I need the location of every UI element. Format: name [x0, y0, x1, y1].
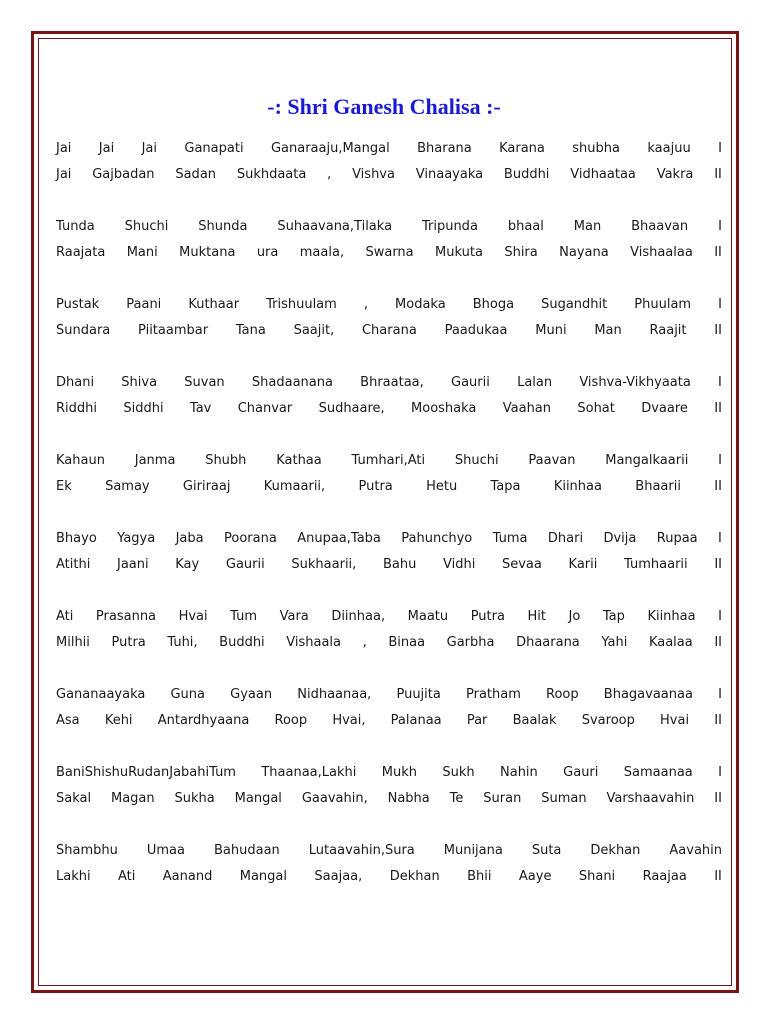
verse-word: Anupaa,Taba — [297, 531, 381, 546]
verse-word: Maatu — [407, 609, 449, 624]
verse-word: Kehi — [104, 713, 133, 728]
verse-word: kaajuu — [647, 141, 691, 156]
verse-word: Vishva-Vikhyaata — [579, 375, 691, 390]
verse-word: Tuma — [492, 531, 528, 546]
verse-word: Thaanaa,Lakhi — [261, 765, 357, 780]
verse-word: Bhayo — [56, 531, 97, 546]
verse-word: I — [718, 141, 722, 156]
verse-word: Jaba — [175, 531, 204, 546]
verse-word: Siddhi — [123, 401, 164, 416]
verse-word: Gaurii — [451, 375, 490, 390]
verse-word: II — [714, 635, 722, 650]
verse-word: Kathaa — [276, 453, 322, 468]
verse-word: I — [718, 687, 722, 702]
verse-word: Gaurii — [225, 557, 265, 572]
verse-word: Pustak — [56, 297, 100, 312]
verse-word: Prasanna — [95, 609, 157, 624]
verse-line — [56, 760, 722, 786]
verse-word: Suta — [531, 843, 562, 858]
verse-word: II — [714, 245, 722, 260]
verse-word: Gajbadan — [92, 167, 155, 182]
verse-word: Dekhan — [590, 843, 641, 858]
verse-word: Shuchi — [454, 453, 499, 468]
verse-word: Kay — [175, 557, 200, 572]
verse-word: Modaka — [395, 297, 446, 312]
verse-text — [56, 136, 722, 916]
verse-word: Antardhyaana — [157, 713, 250, 728]
verse-word: Bahudaan — [213, 843, 280, 858]
verse-word: Sukh — [442, 765, 475, 780]
verse-word: Sukhaarii, — [291, 557, 357, 572]
verse-word: ura — [256, 245, 279, 260]
verse-word: Jai — [56, 141, 72, 156]
verse-word: Dvija — [603, 531, 637, 546]
verse-word: Tap — [602, 609, 625, 624]
verse-word: BaniShishuRudanJabahiTum — [56, 765, 236, 780]
verse-word: Aaye — [518, 869, 552, 884]
verse-word: Sakal — [56, 791, 92, 806]
verse-word: Suman — [541, 791, 587, 806]
verse-word: Shira — [504, 245, 538, 260]
verse-word: Aanand — [162, 869, 213, 884]
verse-word: Bhagavaanaa — [603, 687, 693, 702]
verse-word: Nayana — [559, 245, 609, 260]
verse-line — [56, 864, 722, 890]
verse-line — [56, 162, 722, 188]
verse-word: Magan — [111, 791, 155, 806]
verse-word: Pahunchyo — [401, 531, 473, 546]
verse-word: I — [718, 219, 722, 234]
verse-word: Raajaa — [642, 869, 687, 884]
verse-word: Par — [466, 713, 488, 728]
verse-word: Man — [573, 219, 602, 234]
verse-word: Tapa — [490, 479, 521, 494]
verse-word: II — [714, 479, 722, 494]
verse-word: Bhaavan — [631, 219, 689, 234]
verse-word: Jai — [56, 167, 72, 182]
verse-word: Ek — [56, 479, 72, 494]
verse-word: Mukh — [381, 765, 417, 780]
verse-word: Garbha — [446, 635, 495, 650]
verse-word: Kumaarii, — [263, 479, 326, 494]
verse-line — [56, 370, 722, 396]
verse-word: Shuchi — [124, 219, 169, 234]
verse-word: Hit — [527, 609, 546, 624]
verse-word: II — [714, 167, 722, 182]
verse-word: Chanvar — [237, 401, 293, 416]
verse-word: Piitaambar — [138, 323, 209, 338]
verse-word: Putra — [111, 635, 146, 650]
stanza — [56, 370, 722, 448]
verse-word: Jo — [568, 609, 581, 624]
verse-word: bhaal — [507, 219, 544, 234]
verse-word: Saajaa, — [314, 869, 363, 884]
verse-word: Sadan — [175, 167, 217, 182]
verse-line — [56, 552, 722, 578]
verse-word: I — [718, 765, 722, 780]
stanza — [56, 292, 722, 370]
verse-line — [56, 786, 722, 812]
verse-word: Hetu — [426, 479, 458, 494]
verse-word: Trishuulam — [266, 297, 337, 312]
verse-word: Ganaraaju,Mangal — [270, 141, 390, 156]
verse-word: I — [718, 375, 722, 390]
verse-word: Asa — [56, 713, 80, 728]
verse-word: Milhii — [56, 635, 90, 650]
stanza — [56, 838, 722, 916]
verse-word: Pratham — [466, 687, 521, 702]
verse-word: Gauri — [563, 765, 599, 780]
verse-word: Tumhari,Ati — [351, 453, 426, 468]
verse-line — [56, 604, 722, 630]
verse-word: Karana — [499, 141, 545, 156]
verse-word: Poorana — [224, 531, 277, 546]
verse-line — [56, 682, 722, 708]
verse-word: Vaahan — [502, 401, 552, 416]
verse-word: Janma — [134, 453, 176, 468]
verse-word: Diinhaa, — [331, 609, 386, 624]
verse-word: Tav — [189, 401, 212, 416]
verse-line — [56, 708, 722, 734]
verse-word: II — [714, 557, 722, 572]
verse-word: Svaroop — [581, 713, 635, 728]
verse-word: maala, — [299, 245, 345, 260]
verse-word: Kiinhaa — [647, 609, 696, 624]
stanza — [56, 526, 722, 604]
verse-word: Bharana — [417, 141, 472, 156]
verse-word: Tripunda — [421, 219, 478, 234]
verse-word: Lalan — [517, 375, 553, 390]
verse-word: Roop — [274, 713, 308, 728]
verse-word: Mangalkaarii — [605, 453, 689, 468]
stanza — [56, 604, 722, 682]
verse-line — [56, 396, 722, 422]
page-title: -: Shri Ganesh Chalisa :- — [267, 94, 501, 119]
verse-word: Shambhu — [56, 843, 118, 858]
verse-word: , — [362, 635, 367, 650]
verse-word: Muni — [535, 323, 567, 338]
verse-word: Munijana — [443, 843, 503, 858]
verse-word: Sudhaare, — [318, 401, 385, 416]
verse-line — [56, 240, 722, 266]
verse-word: Bhoga — [472, 297, 515, 312]
verse-word: Bahu — [382, 557, 417, 572]
verse-word: Kaalaa — [648, 635, 693, 650]
verse-word: Mangal — [234, 791, 282, 806]
verse-word: Sukha — [174, 791, 215, 806]
stanza — [56, 682, 722, 760]
verse-word: Mani — [126, 245, 158, 260]
verse-word: Sohat — [577, 401, 615, 416]
verse-word: Rupaa — [656, 531, 698, 546]
stanza — [56, 214, 722, 292]
verse-word: Sugandhit — [541, 297, 608, 312]
verse-word: Yahi — [601, 635, 628, 650]
verse-line — [56, 318, 722, 344]
verse-word: Paadukaa — [444, 323, 508, 338]
verse-word: Kuthaar — [188, 297, 240, 312]
verse-word: II — [714, 323, 722, 338]
verse-word: Vidhaataa — [570, 167, 636, 182]
verse-word: I — [718, 453, 722, 468]
verse-word: Aavahin — [669, 843, 722, 858]
verse-line — [56, 214, 722, 240]
verse-word: I — [718, 531, 722, 546]
verse-word: Baalak — [512, 713, 557, 728]
verse-line — [56, 448, 722, 474]
verse-word: Sevaa — [501, 557, 542, 572]
verse-word: Samay — [105, 479, 150, 494]
verse-word: Tum — [230, 609, 258, 624]
verse-word: Bhraataa, — [360, 375, 424, 390]
verse-word: Tuhi, — [167, 635, 198, 650]
verse-word: Giriraaj — [182, 479, 231, 494]
verse-word: Shani — [578, 869, 616, 884]
verse-word: Gananaayaka — [56, 687, 146, 702]
stanza — [56, 136, 722, 214]
verse-word: Karii — [568, 557, 598, 572]
verse-word: , — [327, 167, 332, 182]
verse-word: Hvai — [660, 713, 690, 728]
verse-word: Kahaun — [56, 453, 105, 468]
verse-word: Nahin — [500, 765, 538, 780]
verse-word: Lakhi — [56, 869, 91, 884]
verse-word: Buddhi — [219, 635, 265, 650]
verse-word: Jai — [141, 141, 158, 156]
verse-line — [56, 474, 722, 500]
verse-word: II — [714, 401, 722, 416]
verse-word: Dvaare — [641, 401, 688, 416]
verse-line — [56, 526, 722, 552]
stanza — [56, 448, 722, 526]
verse-word: Vidhi — [443, 557, 476, 572]
verse-word: Raajit — [649, 323, 687, 338]
verse-word: Gaavahin, — [301, 791, 368, 806]
verse-word: Roop — [546, 687, 579, 702]
verse-word: Kiinhaa — [553, 479, 602, 494]
verse-word: Shubh — [205, 453, 247, 468]
verse-word: Charana — [361, 323, 417, 338]
verse-line — [56, 292, 722, 318]
verse-word: Putra — [358, 479, 393, 494]
verse-word: Swarna — [365, 245, 414, 260]
verse-word: Varshaavahin — [606, 791, 695, 806]
verse-word: Dhani — [56, 375, 95, 390]
verse-word: Vishaala — [286, 635, 342, 650]
verse-word: Tunda — [56, 219, 95, 234]
verse-word: Paani — [126, 297, 162, 312]
verse-word: Binaa — [388, 635, 426, 650]
verse-word: Guna — [170, 687, 206, 702]
verse-word: Dhaarana — [516, 635, 580, 650]
verse-line — [56, 838, 722, 864]
verse-word: Ati — [118, 869, 136, 884]
verse-word: Te — [449, 791, 464, 806]
verse-word: Sundara — [56, 323, 111, 338]
verse-word: Shadaanana — [251, 375, 333, 390]
verse-word: Bhaarii — [635, 479, 681, 494]
verse-word: Gyaan — [230, 687, 273, 702]
verse-word: , — [363, 297, 368, 312]
verse-word: Lutaavahin,Sura — [308, 843, 415, 858]
verse-word: Vishaalaa — [630, 245, 693, 260]
verse-word: Putra — [470, 609, 505, 624]
verse-word: Tana — [235, 323, 266, 338]
verse-line — [56, 630, 722, 656]
verse-word: Sukhdaata — [236, 167, 307, 182]
verse-word: Suran — [483, 791, 522, 806]
verse-word: Tumhaarii — [624, 557, 688, 572]
verse-word: Raajata — [56, 245, 106, 260]
verse-word: II — [714, 791, 722, 806]
verse-word: Saajit, — [293, 323, 335, 338]
verse-word: Mooshaka — [411, 401, 477, 416]
verse-word: Mukuta — [435, 245, 483, 260]
verse-word: Ati — [56, 609, 74, 624]
verse-word: shubha — [572, 141, 620, 156]
verse-word: Umaa — [146, 843, 185, 858]
verse-word: Vakra — [656, 167, 694, 182]
verse-word: Shunda — [198, 219, 248, 234]
verse-word: Paavan — [528, 453, 576, 468]
verse-word: Nabha — [387, 791, 430, 806]
verse-word: Jai — [98, 141, 115, 156]
verse-word: Suvan — [184, 375, 225, 390]
verse-word: Yagya — [117, 531, 156, 546]
verse-word: Vinaayaka — [415, 167, 484, 182]
verse-word: Dekhan — [389, 869, 440, 884]
verse-word: Man — [594, 323, 622, 338]
verse-word: Hvai, — [332, 713, 366, 728]
verse-word: Phuulam — [634, 297, 692, 312]
verse-word: Buddhi — [503, 167, 550, 182]
verse-word: Dhari — [547, 531, 584, 546]
verse-word: Atithi — [56, 557, 91, 572]
verse-word: I — [718, 609, 722, 624]
verse-word: Muktana — [179, 245, 236, 260]
verse-word: Vishva — [352, 167, 395, 182]
verse-word: Hvai — [178, 609, 208, 624]
verse-word: Puujita — [396, 687, 441, 702]
verse-word: Vara — [279, 609, 309, 624]
verse-word: Nidhaanaa, — [297, 687, 372, 702]
verse-word: Shiva — [121, 375, 158, 390]
verse-word: Samaanaa — [623, 765, 693, 780]
verse-word: Bhii — [467, 869, 492, 884]
verse-word: Jaani — [116, 557, 149, 572]
verse-line — [56, 136, 722, 162]
verse-word: Ganapati — [184, 141, 244, 156]
stanza — [56, 760, 722, 838]
verse-word: Suhaavana,Tilaka — [277, 219, 393, 234]
verse-word: II — [714, 869, 722, 884]
verse-word: I — [718, 297, 722, 312]
verse-word: Mangal — [239, 869, 288, 884]
verse-word: Riddhi — [56, 401, 97, 416]
verse-word: Palanaa — [390, 713, 442, 728]
verse-word: II — [714, 713, 722, 728]
